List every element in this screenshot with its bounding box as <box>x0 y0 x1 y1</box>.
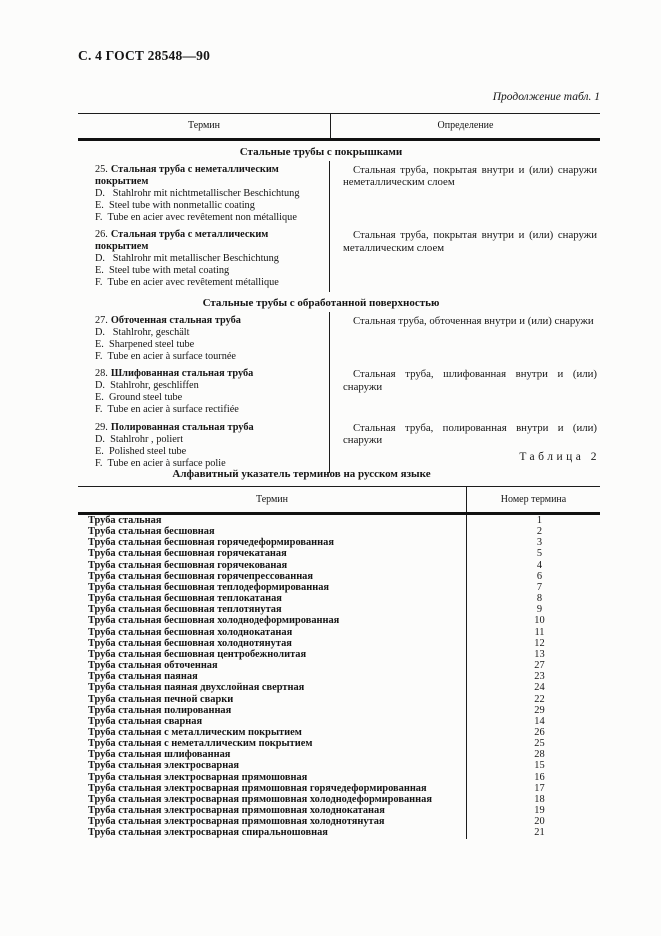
term-german: D. Stahlrohr, geschält <box>95 326 190 338</box>
page-header: С. 4 ГОСТ 28548—90 <box>78 48 211 63</box>
index-term-number: 8 <box>536 593 543 605</box>
term-cell <box>78 366 330 420</box>
index-row <box>78 582 600 593</box>
index-row <box>78 827 600 838</box>
index-term-number: 14 <box>534 715 545 727</box>
term-french: F. Tube en acier à surface rectifiée <box>95 404 239 415</box>
index-term-number: 6 <box>536 570 543 582</box>
index-term-number: 22 <box>534 693 545 705</box>
term-german: D. Stahlrohr mit nichtmetallischer Beschichtung <box>95 187 300 199</box>
index-row <box>78 660 600 671</box>
index-row <box>78 694 600 705</box>
term-english: E. Steel tube with metal coating <box>95 265 230 276</box>
index-row <box>78 749 600 760</box>
section-entries <box>78 312 600 473</box>
index-term-number: 24 <box>534 682 545 694</box>
index-term-number: 1 <box>536 515 543 526</box>
term-entry <box>78 366 600 420</box>
definition-cell: Стальная труба, полированная внутри и (или) снаружи <box>343 421 597 446</box>
index-term: Труба стальная бесшовная теплодеформированная <box>78 582 467 593</box>
term-number: 29. <box>95 421 108 433</box>
index-term: Труба стальная бесшовная горячепрессованная <box>78 571 467 582</box>
term-number: 27. <box>95 314 108 326</box>
index-term: Труба стальная с металлическим покрытием <box>78 727 467 738</box>
term-text: Шлифованная стальная труба <box>110 368 254 379</box>
index-term-number: 2 <box>536 526 543 538</box>
index-row <box>78 548 600 559</box>
index-term-number: 29 <box>534 704 545 716</box>
table2-header-term: Термин <box>78 487 467 512</box>
index-term-number: 11 <box>534 626 545 638</box>
index-term: Труба стальная бесшовная горячекованая <box>78 560 467 571</box>
term-number: 28. <box>95 368 108 379</box>
index-term-number: 3 <box>536 537 543 549</box>
term-entry <box>78 161 600 227</box>
term-cell <box>78 227 330 293</box>
index-row <box>78 805 600 816</box>
definition-cell: Стальная труба, обточенная внутри и (или) снаружи <box>353 314 594 327</box>
table2-title: Алфавитный указатель терминов на русском языке <box>172 468 431 480</box>
term-english: E. Steel tube with nonmetallic coating <box>95 199 255 211</box>
term-cell <box>78 312 330 366</box>
term-line <box>95 422 324 434</box>
index-row <box>78 727 600 738</box>
section-title: Стальные трубы с покрышками <box>239 146 403 158</box>
index-term: Труба стальная полированная <box>78 705 467 716</box>
table2-alphabetical-index <box>78 486 600 839</box>
index-term-number: 26 <box>534 726 545 738</box>
term-french: F. Tube en acier à surface tournée <box>95 350 236 362</box>
table2-body <box>78 515 600 839</box>
table1-section <box>78 141 600 292</box>
table2-header-number: Номер термина <box>500 494 567 505</box>
term-text: Стальная труба с неметаллическим покрытием <box>95 163 279 187</box>
index-term: Труба стальная бесшовная <box>78 526 467 537</box>
term-number: 25. <box>95 163 108 175</box>
index-term-number: 10 <box>534 615 545 627</box>
index-row <box>78 671 600 682</box>
index-row <box>78 772 600 783</box>
index-term: Труба стальная паяная <box>78 671 467 682</box>
term-text: Полированная стальная труба <box>110 421 254 433</box>
index-term: Труба стальная бесшовная холоднокатаная <box>78 627 467 638</box>
index-row <box>78 760 600 771</box>
term-french: F. Tube en acier avec revêtement métallique <box>95 277 279 288</box>
index-term: Труба стальная электросварная прямошовная горячедеформированная <box>78 783 467 794</box>
index-term: Труба стальная бесшовная теплокатаная <box>78 593 467 604</box>
table1-header-row <box>78 114 600 141</box>
index-row <box>78 571 600 582</box>
definition-cell: Стальная труба, шлифованная внутри и (или) снаружи <box>343 368 597 393</box>
definition-cell: Стальная труба, покрытая внутри и (или) снаружи неметаллическим слоем <box>343 163 597 188</box>
term-number: 26. <box>95 229 108 240</box>
term-line <box>95 315 324 327</box>
index-row <box>78 705 600 716</box>
term-text: Стальная труба с металлическим покрытием <box>95 229 269 252</box>
index-term-number: 16 <box>534 771 545 783</box>
term-english: E. Sharpened steel tube <box>95 338 195 350</box>
index-term-number: 9 <box>536 604 543 616</box>
index-term: Труба стальная электросварная прямошовная <box>78 772 467 783</box>
index-row <box>78 604 600 615</box>
index-row <box>78 783 600 794</box>
term-german: D. Stahlrohr mit metallischer Beschichtung <box>95 253 279 264</box>
index-row <box>78 816 600 827</box>
index-term: Труба стальная бесшовная горячедеформированная <box>78 537 467 548</box>
index-term-number: 4 <box>536 559 543 571</box>
index-row <box>78 537 600 548</box>
term-german: D. Stahlrohr , poliert <box>95 433 184 445</box>
index-term: Труба стальная электросварная прямошовная холоднотянутая <box>78 816 467 827</box>
section-title: Стальные трубы с обработанной поверхностью <box>202 297 440 309</box>
term-cell <box>78 419 330 473</box>
table1-terms-definitions <box>78 113 600 473</box>
index-row <box>78 794 600 805</box>
term-french: F. Tube en acier avec revêtement non métallique <box>95 211 297 223</box>
index-row <box>78 615 600 626</box>
index-term: Труба стальная электросварная <box>78 760 467 771</box>
term-line <box>95 229 324 253</box>
index-row <box>78 638 600 649</box>
index-term: Труба стальная электросварная спиральношовная <box>78 827 467 838</box>
index-row <box>78 682 600 693</box>
index-row <box>78 515 600 526</box>
table2-label: Таблица 2 <box>519 451 600 463</box>
index-term: Труба стальная печной сварки <box>78 694 467 705</box>
index-row <box>78 649 600 660</box>
index-term-number: 7 <box>536 581 543 593</box>
index-row <box>78 738 600 749</box>
index-term: Труба стальная электросварная прямошовная холоднокатаная <box>78 805 467 816</box>
term-entry <box>78 312 600 366</box>
index-term-number: 19 <box>534 805 545 817</box>
index-term-number: 17 <box>534 782 545 794</box>
table1-section <box>78 292 600 473</box>
index-row <box>78 560 600 571</box>
index-term: Труба стальная бесшовная теплотянутая <box>78 604 467 615</box>
section-entries <box>78 161 600 292</box>
term-english: E. Polished steel tube <box>95 445 187 457</box>
index-term-number: 15 <box>534 760 545 772</box>
term-french: F. Tube en acier à surface polie <box>95 457 226 469</box>
index-term-number: 28 <box>534 749 545 761</box>
index-term: Труба стальная бесшовная холоднодеформированная <box>78 615 467 626</box>
table1-continuation-label: Продолжение табл. 1 <box>492 91 600 103</box>
term-cell <box>78 161 330 227</box>
table1-header-definition: Определение <box>437 120 494 131</box>
index-term-number: 5 <box>536 548 543 560</box>
index-term-number: 21 <box>534 827 545 839</box>
index-term: Труба стальная электросварная прямошовная холоднодеформированная <box>78 794 467 805</box>
definition-cell: Стальная труба, покрытая внутри и (или) снаружи металлическим слоем <box>343 229 597 254</box>
index-term: Труба стальная бесшовная горячекатаная <box>78 548 467 559</box>
term-german: D. Stahlrohr, geschliffen <box>95 380 199 391</box>
index-term-number: 25 <box>534 738 545 750</box>
table2-header-row <box>78 487 600 515</box>
index-term-number: 13 <box>534 648 545 660</box>
index-row <box>78 526 600 537</box>
table1-body <box>78 141 600 473</box>
index-term: Труба стальная сварная <box>78 716 467 727</box>
index-term-number: 23 <box>534 671 545 683</box>
index-term: Труба стальная <box>78 515 467 526</box>
term-line <box>95 368 324 380</box>
index-term: Труба стальная бесшовная холоднотянутая <box>78 638 467 649</box>
index-term-number: 12 <box>534 637 545 649</box>
index-row <box>78 716 600 727</box>
index-term: Труба стальная шлифованная <box>78 749 467 760</box>
index-term: Труба стальная бесшовная центробежнолитая <box>78 649 467 660</box>
index-term: Труба стальная с неметаллическим покрытием <box>78 738 467 749</box>
index-term-number: 27 <box>534 660 545 672</box>
table1-header-term: Термин <box>78 114 331 138</box>
term-text: Обточенная стальная труба <box>110 314 241 326</box>
term-line <box>95 164 324 188</box>
index-term: Труба стальная паяная двухслойная свертная <box>78 682 467 693</box>
term-entry <box>78 227 600 293</box>
index-row <box>78 627 600 638</box>
term-entry <box>78 419 600 473</box>
index-term-number: 20 <box>534 816 545 828</box>
index-term-number: 18 <box>534 793 545 805</box>
index-term: Труба стальная обточенная <box>78 660 467 671</box>
term-english: E. Ground steel tube <box>95 392 183 403</box>
index-row <box>78 593 600 604</box>
